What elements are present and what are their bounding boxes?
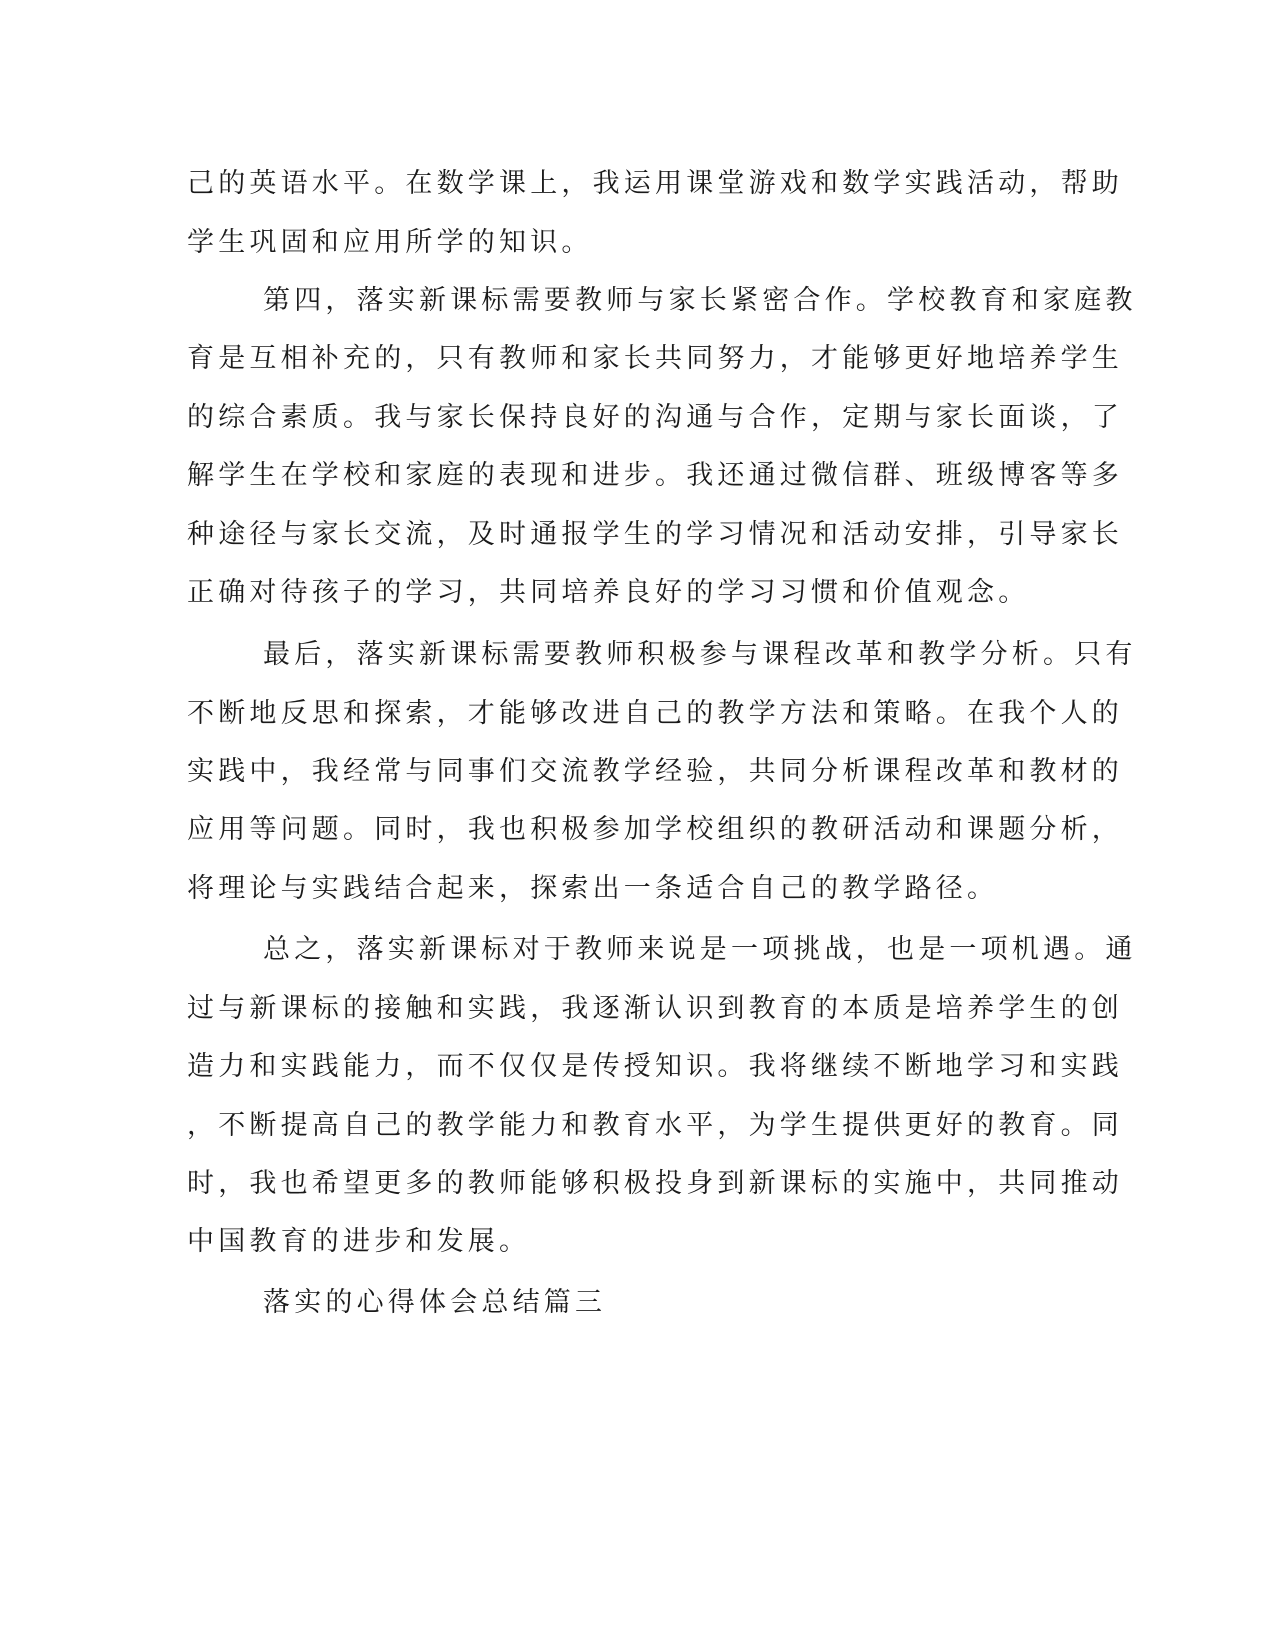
text-line: 不断地反思和探索，才能够改进自己的教学方法和策略。在我个人的 bbox=[187, 698, 1123, 729]
text-line: 己的英语水平。在数学课上，我运用课堂游戏和数学实践活动，帮助 bbox=[187, 168, 1123, 199]
section-heading: 落实的心得体会总结篇三 bbox=[263, 1287, 607, 1318]
text-line: 育是互相补充的，只有教师和家长共同努力，才能够更好地培养学生 bbox=[187, 343, 1123, 374]
paragraph-start-line: 第四，落实新课标需要教师与家长紧密合作。学校教育和家庭教 bbox=[263, 285, 1137, 316]
text-line: 造力和实践能力，而不仅仅是传授知识。我将继续不断地学习和实践 bbox=[187, 1051, 1123, 1082]
text-line: 解学生在学校和家庭的表现和进步。我还通过微信群、班级博客等多 bbox=[187, 460, 1123, 491]
text-line: 中国教育的进步和发展。 bbox=[187, 1226, 531, 1257]
text-line: 应用等问题。同时，我也积极参加学校组织的教研活动和课题分析， bbox=[187, 814, 1123, 845]
text-line: 实践中，我经常与同事们交流教学经验，共同分析课程改革和教材的 bbox=[187, 756, 1123, 787]
text-line: 种途径与家长交流，及时通报学生的学习情况和活动安排，引导家长 bbox=[187, 519, 1123, 550]
paragraph-start-line: 总之，落实新课标对于教师来说是一项挑战，也是一项机遇。通 bbox=[263, 934, 1137, 965]
text-line: 学生巩固和应用所学的知识。 bbox=[187, 227, 593, 258]
text-line: 正确对待孩子的学习，共同培养良好的学习习惯和价值观念。 bbox=[187, 577, 1030, 608]
text-line: 时，我也希望更多的教师能够积极投身到新课标的实施中，共同推动 bbox=[187, 1168, 1123, 1199]
text-line: 过与新课标的接触和实践，我逐渐认识到教育的本质是培养学生的创 bbox=[187, 993, 1123, 1024]
text-line: ，不断提高自己的教学能力和教育水平，为学生提供更好的教育。同 bbox=[187, 1110, 1123, 1141]
paragraph-start-line: 最后，落实新课标需要教师积极参与课程改革和教学分析。只有 bbox=[263, 639, 1137, 670]
text-line: 将理论与实践结合起来，探索出一条适合自己的教学路径。 bbox=[187, 873, 999, 904]
text-line: 的综合素质。我与家长保持良好的沟通与合作，定期与家长面谈，了 bbox=[187, 402, 1123, 433]
